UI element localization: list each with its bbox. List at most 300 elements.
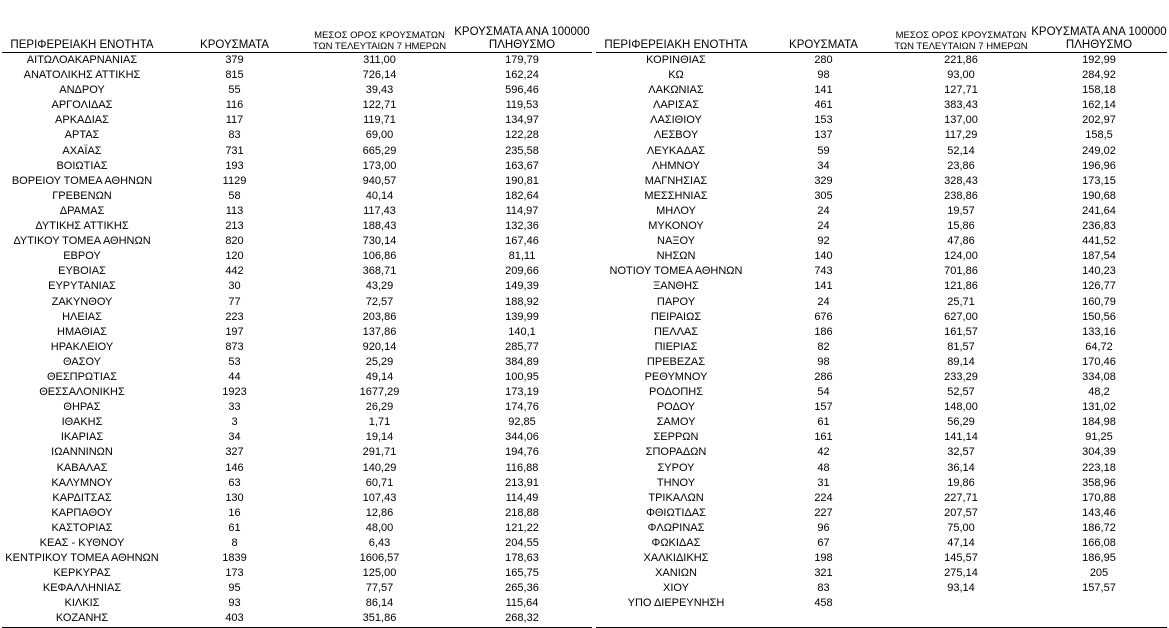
region-cell: ΓΡΕΒΕΝΩΝ [52,189,112,202]
cases-cell: 53 [228,355,241,368]
region-cell: ΠΕΛΛΑΣ [653,325,699,338]
per100k-cell: 115,64 [505,597,539,610]
table-row [596,325,1167,340]
per100k-cell: 122,28 [505,129,539,142]
cases-cell: 305 [814,189,833,202]
cases-cell: 54 [817,386,830,399]
region-cell: ΛΑΚΩΝΙΑΣ [648,84,704,97]
per100k-cell: 162,24 [505,69,539,82]
table-row [2,144,592,159]
per100k-cell: 194,76 [505,446,539,459]
per100k-cell: 114,49 [505,491,539,504]
cases-cell: 327 [225,446,244,459]
header-avg7: ΜΕΣΟΣ ΟΡΟΣ ΚΡΟΥΣΜΑΤΩΝ ΤΩΝ ΤΕΛΕΥΤΑΙΩΝ 7 ΗΜΕΡΩΝ [307,22,452,53]
cases-cell: 92 [817,235,830,248]
region-cell: ΚΕΡΚΥΡΑΣ [53,567,111,580]
table-row [2,476,592,491]
region-cell: ΦΩΚΙΔΑΣ [651,537,701,549]
region-cell: ΕΥΒΟΙΑΣ [58,265,106,278]
table-row [2,279,592,294]
cases-cell: 403 [162,611,307,627]
avg7-cell: 6,43 [368,537,391,549]
avg7-cell: 52,57 [947,386,975,399]
per100k-cell: 187,54 [1082,250,1116,263]
table-row [596,611,1167,627]
cases-cell: 224 [814,491,833,504]
cases-cell: 42 [817,446,830,459]
table-row [2,159,592,174]
per100k-cell: 284,92 [1082,69,1116,82]
cases-cell: 1923 [222,386,247,399]
cases-cell: 140 [814,250,833,263]
region-cell: ΧΙΟΥ [663,582,689,595]
region-cell: ΘΕΣΣΑΛΟΝΙΚΗΣ [39,386,125,399]
region-cell: ΖΑΚΥΝΘΟΥ [51,295,113,308]
table-row [596,476,1167,491]
table-row [596,415,1167,430]
region-cell: ΦΛΩΡΙΝΑΣ [647,521,705,534]
cases-cell: 83 [228,129,241,142]
region-cell: ΛΗΜΝΟΥ [652,159,700,172]
avg7-cell: 69,00 [365,129,394,142]
cases-cell: 116 [225,99,244,112]
region-cell: ΒΟΡΕΙΟΥ ΤΟΜΕΑ ΑΘΗΝΩΝ [11,174,153,187]
cases-cell: 24 [817,204,830,217]
table-row [2,581,592,596]
cases-cell: 33 [228,401,241,414]
region-cell: ΙΚΑΡΙΑΣ [60,431,104,444]
region-cell: ΔΥΤΙΚΟΥ ΤΟΜΕΑ ΑΘΗΝΩΝ [13,235,151,248]
cases-cell: 873 [225,340,244,353]
per100k-cell: 358,96 [1082,476,1116,489]
cases-cell: 98 [817,355,830,368]
per100k-cell: 384,89 [505,355,539,368]
table-row [2,430,592,445]
cases-cell: 59 [817,144,830,157]
table-row [2,385,592,400]
cases-cell: 82 [817,340,830,353]
cases-cell: 146 [225,461,244,474]
per100k-cell: 204,55 [505,537,539,549]
avg7-cell: 106,86 [362,250,397,263]
per100k-cell: 236,83 [1082,220,1116,233]
per100k-cell: 173,15 [1082,174,1116,187]
per100k-cell: 235,58 [505,144,539,157]
per100k-cell [1031,596,1167,611]
region-cell: ΚΟΡΙΝΘΙΑΣ [646,54,706,66]
cases-cell: 1839 [222,552,247,565]
avg7-cell: 107,43 [362,491,397,504]
table-row [2,415,592,430]
avg7-cell: 1606,57 [359,552,400,565]
avg7-cell: 117,29 [944,129,978,142]
region-cell: ΔΡΑΜΑΣ [59,204,105,217]
region-cell: ΛΕΥΚΑΔΑΣ [646,144,706,157]
per100k-cell: 209,66 [505,265,539,278]
table-row [2,355,592,370]
avg7-cell: 368,71 [362,265,397,278]
region-cell: ΜΕΣΣΗΝΙΑΣ [644,189,708,202]
avg7-cell: 56,29 [947,416,975,429]
avg7-cell: 207,57 [944,506,978,519]
table-row [2,68,592,83]
cases-cell: 130 [225,491,244,504]
table-row [2,219,592,234]
avg7-cell: 52,14 [947,144,975,157]
region-cell: ΑΙΤΩΛΟΑΚΑΡΝΑΝΙΑΣ [26,54,138,66]
table-row [2,325,592,340]
avg7-cell: 121,86 [944,280,978,293]
region-cell: ΘΗΡΑΣ [63,401,101,414]
cases-cell: 442 [225,265,244,278]
table-row [596,83,1167,98]
region-cell: ΑΡΓΟΛΙΔΑΣ [51,99,113,112]
per100k-cell: 213,91 [505,476,539,489]
table-row [2,400,592,415]
avg7-cell: 148,00 [944,401,978,414]
cases-cell: 24 [817,220,830,233]
region-cell: ΚΙΛΚΙΣ [64,597,100,610]
cases-table-left [2,22,592,628]
table-row [2,204,592,219]
per100k-cell: 170,46 [1082,355,1116,368]
avg7-cell: 15,86 [947,220,975,233]
avg7-cell: 77,57 [365,582,394,595]
avg7-cell: 137,00 [944,114,978,127]
avg7-cell: 93,00 [947,69,975,82]
avg7-cell: 89,14 [947,355,975,368]
per100k-cell: 167,46 [505,235,539,248]
cases-cell: 173 [225,567,244,580]
region-cell: ΚΑΡΠΑΘΟΥ [51,506,113,519]
per100k-cell: 205 [1089,567,1109,580]
cases-cell: 153 [814,114,833,127]
avg7-cell: 36,14 [947,461,975,474]
per100k-cell: 126,77 [1082,280,1116,293]
cases-cell: 24 [817,295,830,308]
table-row [2,445,592,460]
region-cell: ΡΟΔΟΠΗΣ [648,386,704,399]
header-row [596,22,1167,53]
table-row [596,521,1167,536]
avg7-cell: 72,57 [365,295,394,308]
table-row [596,53,1167,69]
per100k-cell: 64,72 [1085,340,1113,353]
region-cell: ΣΕΡΡΩΝ [653,431,699,444]
avg7-cell: 940,57 [362,174,397,187]
avg7-cell: 137,86 [362,325,397,338]
region-cell: ΡΕΘΥΜΝΟΥ [644,370,708,383]
cases-cell: 98 [817,69,830,82]
region-cell: ΚΩ [668,69,684,82]
avg7-cell: 40,14 [365,189,394,202]
region-cell: ΦΘΙΩΤΙΔΑΣ [646,506,706,519]
table-row [2,234,592,249]
cases-cell: 161 [814,431,833,444]
table-row [2,174,592,189]
region-cell: ΘΕΣΠΡΩΤΙΑΣ [46,370,118,383]
header-region: ΠΕΡΙΦΕΡΕΙΑΚΗ ΕΝΟΤΗΤΑ [2,22,162,53]
per100k-cell: 134,97 [505,114,539,127]
region-cell: ΝΗΣΩΝ [656,250,696,263]
per100k-cell: 218,88 [505,506,539,519]
avg7-cell: 125,00 [362,567,397,580]
table-row [596,98,1167,113]
avg7-cell: 227,71 [944,491,978,504]
table-row [596,68,1167,83]
cases-cell: 67 [817,537,830,549]
cases-cell: 141 [814,84,833,97]
per100k-cell: 81,11 [508,250,536,263]
avg7-cell: 1677,29 [359,386,400,399]
cases-cell: 141 [814,280,833,293]
avg7-cell: 12,86 [365,506,394,519]
table-row [596,128,1167,143]
avg7-cell: 311,00 [363,54,396,66]
per100k-cell: 186,72 [1082,521,1116,534]
per100k-cell: 91,25 [1085,431,1113,444]
avg7-cell: 43,29 [365,280,394,293]
table-row [2,551,592,566]
table-row [596,249,1167,264]
per100k-cell: 119,53 [505,99,539,112]
per100k-cell: 165,75 [505,567,539,580]
avg7-cell: 203,86 [362,310,397,323]
region-cell: ΘΑΣΟΥ [62,355,102,368]
avg7-cell: 19,14 [365,431,394,444]
per100k-cell: 121,22 [505,521,539,534]
cases-cell: 280 [814,54,833,66]
per100k-cell: 190,68 [1082,189,1116,202]
region-cell: ΠΕΙΡΑΙΩΣ [650,310,702,323]
region-cell: ΑΧΑΪΑΣ [62,144,102,157]
avg7-cell: 221,86 [944,54,978,66]
region-cell: ΔΥΤΙΚΗΣ ΑΤΤΙΚΗΣ [35,220,129,233]
avg7-cell: 328,43 [944,174,978,187]
cases-cell: 77 [228,295,241,308]
cases-cell: 379 [225,54,244,66]
per100k-cell: 304,39 [1082,446,1116,459]
region-cell: ΛΑΣΙΘΙΟΥ [650,114,702,127]
table-row [596,234,1167,249]
per100k-cell: 268,32 [452,611,592,627]
avg7-cell: 173,00 [362,159,397,172]
table-row [596,219,1167,234]
table-row [2,461,592,476]
per100k-cell: 190,81 [505,174,539,187]
avg7-cell: 47,86 [947,235,975,248]
per100k-cell: 188,92 [505,295,539,308]
cases-cell: 55 [228,84,241,97]
region-cell: ΙΩΑΝΝΙΝΩΝ [51,446,113,459]
table-row [596,506,1167,521]
cases-cell: 815 [225,69,244,82]
region-cell: ΚΑΛΥΜΝΟΥ [51,476,113,489]
table-row [596,159,1167,174]
per100k-cell: 265,36 [505,582,539,595]
avg7-cell: 86,14 [365,597,394,610]
cases-cell: 213 [225,220,244,233]
avg7-cell: 75,00 [947,521,975,534]
per100k-cell: 285,77 [505,340,539,353]
avg7-cell: 23,86 [947,159,975,172]
header-cases: ΚΡΟΥΣΜΑΤΑ [162,22,307,53]
avg7-cell: 188,43 [362,220,397,233]
cases-cell: 34 [817,159,830,172]
per100k-cell: 131,02 [1082,401,1116,414]
region-cell: ΜΑΓΝΗΣΙΑΣ [644,174,708,187]
table-row [2,596,592,611]
cases-cell: 197 [225,325,244,338]
per100k-cell: 160,79 [1082,295,1116,308]
table-row [2,536,592,551]
table-row [2,566,592,581]
table-row [596,355,1167,370]
cases-cell: 461 [814,99,833,112]
table-row [596,295,1167,310]
table-row [596,385,1167,400]
cases-cell: 30 [228,280,241,293]
cases-cell: 16 [228,506,241,519]
region-cell: ΣΠΟΡΑΔΩΝ [645,446,707,459]
table-row [2,611,592,627]
per100k-cell: 162,14 [1082,99,1116,112]
table-row [596,430,1167,445]
table-row [596,581,1167,596]
avg7-cell: 25,71 [947,295,975,308]
per100k-cell: 140,1 [508,325,536,338]
cases-cell: 61 [817,416,830,429]
per100k-cell: 48,2 [1088,386,1110,399]
cases-cell: 186 [814,325,833,338]
table-row [596,264,1167,279]
table-row [2,310,592,325]
avg7-cell: 275,14 [944,567,978,580]
region-cell: ΕΥΡΥΤΑΝΙΑΣ [48,280,116,293]
cases-cell: 63 [228,476,241,489]
avg7-cell: 60,71 [365,476,394,489]
table-row [596,279,1167,294]
cases-cell: 820 [225,235,244,248]
region-cell: ΝΟΤΙΟΥ ΤΟΜΕΑ ΑΘΗΝΩΝ [609,265,743,278]
region-cell: ΚΑΣΤΟΡΙΑΣ [51,521,113,534]
cases-cell: 137 [814,129,833,142]
header-row [2,22,592,53]
region-cell: ΚΟΖΑΝΗΣ [2,611,162,627]
table-row [596,566,1167,581]
region-cell: ΚΕΦΑΛΛΗΝΙΑΣ [42,582,122,595]
per100k-cell: 116,88 [505,461,539,474]
per100k-cell: 158,5 [1085,129,1113,142]
cases-cell: 743 [814,265,833,278]
region-cell: ΠΑΡΟΥ [656,295,696,308]
avg7-cell: 119,71 [363,114,396,127]
table-row [2,98,592,113]
cases-cell [756,611,891,627]
region-cell: ΧΑΛΚΙΔΙΚΗΣ [643,552,709,565]
table-row [2,295,592,310]
avg7-cell: 32,57 [947,446,975,459]
cases-cell: 93 [228,597,241,610]
avg7-cell: 47,14 [947,537,975,549]
region-cell: ΚΑΒΑΛΑΣ [56,461,108,474]
table-row [596,491,1167,506]
avg7-cell: 161,57 [944,325,978,338]
per100k-cell: 184,98 [1082,416,1116,429]
table-row [2,491,592,506]
table-row [596,536,1167,551]
cases-cell: 48 [817,461,830,474]
cases-cell: 96 [817,521,830,534]
per100k-cell: 182,64 [505,189,539,202]
per100k-cell: 223,18 [1082,461,1116,474]
avg7-cell: 39,43 [365,84,394,97]
table-row [2,53,592,69]
region-cell: ΑΡΤΑΣ [64,129,100,142]
cases-cell: 1129 [222,174,247,187]
table-row [596,144,1167,159]
per100k-cell: 163,67 [505,159,539,172]
table-row [2,189,592,204]
region-cell: ΡΟΔΟΥ [656,401,696,414]
per100k-cell: 114,97 [505,204,539,217]
per100k-cell: 100,95 [505,370,539,383]
per100k-cell: 186,95 [1082,552,1116,565]
table-row [2,113,592,128]
cases-cell: 31 [817,476,830,489]
cases-cell: 193 [225,159,244,172]
cases-cell: 58 [228,189,241,202]
avg7-cell: 127,71 [944,84,978,97]
cases-cell: 731 [225,144,244,157]
region-cell: ΣΥΡΟΥ [657,461,695,474]
avg7-cell: 122,71 [362,99,397,112]
avg7-cell [891,596,1031,611]
table-row [2,128,592,143]
region-cell [596,611,756,627]
avg7-cell: 19,57 [947,204,975,217]
region-cell: ΚΕΑΣ - ΚΥΘΝΟΥ [39,537,125,549]
table-row [596,204,1167,219]
per100k-cell: 132,36 [505,220,539,233]
per100k-cell: 157,57 [1082,582,1116,595]
table-row [596,113,1167,128]
avg7-cell: 93,14 [947,582,975,595]
per100k-cell: 344,06 [505,431,539,444]
header-region: ΠΕΡΙΦΕΡΕΙΑΚΗ ΕΝΟΤΗΤΑ [596,22,756,53]
region-cell: ΑΝΔΡΟΥ [59,84,105,97]
region-cell: ΗΜΑΘΙΑΣ [57,325,107,338]
region-cell: ΧΑΝΙΩΝ [655,567,697,580]
region-cell: ΗΛΕΙΑΣ [62,310,102,323]
cases-cell: 227 [814,506,833,519]
avg7-cell: 117,43 [363,204,396,217]
table-row [596,340,1167,355]
region-cell: ΗΡΑΚΛΕΙΟΥ [50,340,114,353]
table-row [596,370,1167,385]
header-avg7: ΜΕΣΟΣ ΟΡΟΣ ΚΡΟΥΣΜΑΤΩΝ ΤΩΝ ΤΕΛΕΥΤΑΙΩΝ 7 ΗΜΕΡΩΝ [891,22,1031,53]
cases-cell: 83 [817,582,830,595]
per100k-cell: 92,85 [508,416,536,429]
table-row [596,189,1167,204]
region-cell: ΤΗΝΟΥ [656,476,696,489]
cases-cell: 61 [228,521,241,534]
region-cell: ΑΝΑΤΟΛΙΚΗΣ ΑΤΤΙΚΗΣ [23,69,141,82]
region-cell: ΕΒΡΟΥ [63,250,101,263]
region-cell: ΚΑΡΔΙΤΣΑΣ [52,491,112,504]
region-cell: ΥΠΟ ΔΙΕΡΕΥΝΗΣΗ [627,597,725,610]
per100k-cell: 178,63 [505,552,539,565]
